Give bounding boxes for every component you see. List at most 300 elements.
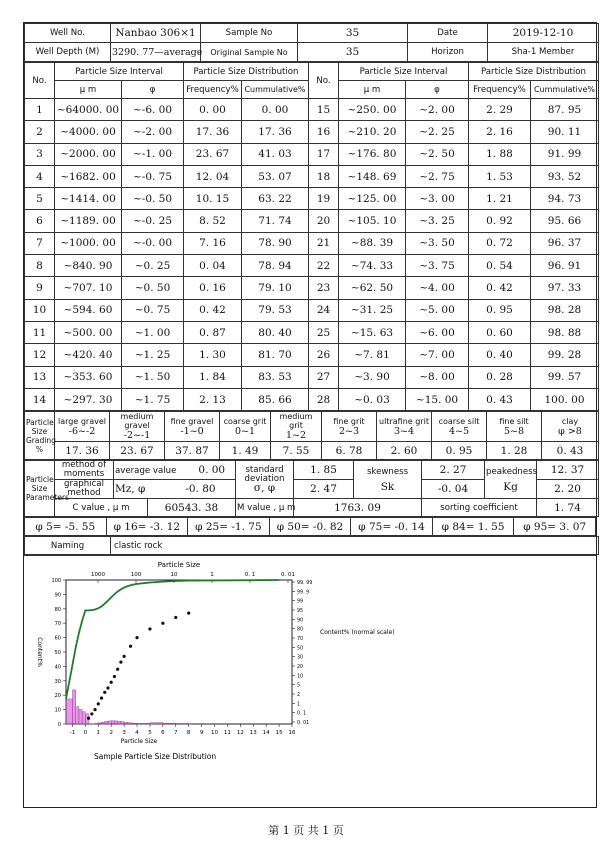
top-tick-label: 100 [130, 572, 142, 579]
table-cell: 0. 95 [469, 299, 531, 321]
right-tick-label: 95 [297, 609, 304, 615]
moments-label: method of moments [55, 461, 114, 480]
grading-class-range: 5~8 [503, 425, 525, 437]
y-axis-label: Content% [36, 637, 43, 667]
grading-value: 23. 67 [110, 442, 165, 460]
right-tick-label: 80 [297, 627, 304, 633]
right-tick-label: 5 [297, 683, 301, 689]
table-row [25, 255, 599, 277]
table-cell: ~0. 50 [122, 277, 184, 299]
probability-point [103, 691, 106, 694]
grading-class [165, 412, 220, 442]
naming-value: clastic rock [111, 537, 599, 555]
frequency-bar [131, 723, 134, 724]
um-header-2: μ m [339, 81, 406, 99]
table-cell: ~0. 03 [339, 388, 406, 410]
grading-class [110, 412, 165, 442]
probability-point [187, 612, 190, 615]
table-cell: 17. 36 [242, 121, 309, 143]
table-cell: 14 [25, 388, 55, 410]
grading-class [542, 412, 599, 442]
probability-point [135, 636, 138, 639]
bottom-tick-label: 1 [96, 730, 101, 737]
right-tick-label: 99. 9 [297, 590, 310, 596]
grading-class-name: clay [561, 416, 579, 426]
frequency-header-2: Frequency% [469, 81, 531, 99]
table-cell: ~2000. 00 [55, 143, 122, 165]
table-cell: ~-0. 75 [122, 165, 184, 187]
probability-point [116, 668, 119, 671]
bottom-tick-label: 6 [161, 730, 165, 737]
grading-class-range: -2~-1 [123, 430, 151, 442]
table-cell: 95. 66 [531, 210, 599, 232]
table-cell: ~1000. 00 [55, 232, 122, 254]
peak-cell [485, 461, 537, 499]
table-row [25, 344, 599, 366]
probability-point [90, 712, 93, 715]
interval-header-2: Particle Size Interval [339, 63, 469, 81]
table-cell: 0. 40 [469, 344, 531, 366]
table-cell: ~-0. 00 [122, 232, 184, 254]
table-cell: 0. 87 [184, 321, 242, 343]
frequency-header: Frequency% [184, 81, 242, 99]
grading-class [55, 412, 110, 442]
grading-value: 2. 60 [377, 442, 432, 460]
table-cell: 1. 53 [469, 165, 531, 187]
table-cell: 23. 67 [184, 143, 242, 165]
table-cell: 71. 74 [242, 210, 309, 232]
grading-value: 0. 43 [542, 442, 599, 460]
skew-symbol: Sk [380, 480, 395, 493]
frequency-bar [105, 722, 108, 725]
table-row [25, 210, 599, 232]
table-cell: 63. 22 [242, 188, 309, 210]
table-cell: 78. 90 [242, 232, 309, 254]
table-cell: 16 [309, 121, 339, 143]
table-cell: ~4. 00 [406, 277, 469, 299]
bottom-tick-label: 5 [148, 730, 152, 737]
skew-label: skewness [366, 466, 409, 477]
grading-table [24, 411, 599, 460]
frequency-bar [79, 710, 82, 725]
table-cell: 0. 43 [469, 388, 531, 410]
table-cell: 96. 91 [531, 255, 599, 277]
frequency-bar [111, 721, 114, 724]
probability-point [129, 645, 132, 648]
sd-graph: 2. 47 [294, 480, 354, 499]
table-row [25, 232, 599, 254]
x-axis-label: Particle Size [120, 738, 158, 746]
frequency-bar [72, 690, 75, 724]
naming-table [24, 536, 599, 555]
table-cell: 12 [25, 344, 55, 366]
grading-class-range: 3~4 [393, 425, 415, 437]
table-cell: 11 [25, 321, 55, 343]
sorting-label: sorting coefficient [422, 499, 537, 517]
table-cell: ~0. 25 [122, 255, 184, 277]
phi-header: φ [122, 81, 184, 99]
no-header-2: No. [309, 63, 339, 99]
probability-point [97, 702, 100, 705]
table-cell: 0. 28 [469, 366, 531, 388]
table-cell: ~3. 75 [406, 255, 469, 277]
c-value-label: C value , μ m [55, 499, 148, 517]
percentile-cell: φ 95= 3. 07 [514, 518, 596, 536]
grading-class-range: -6~-2 [68, 425, 96, 437]
chart-area [24, 555, 596, 782]
table-cell: ~1414. 00 [55, 188, 122, 210]
left-tick-label: 70 [54, 621, 61, 628]
bottom-tick-label: 13 [249, 730, 257, 737]
grading-class-name: ultrafine grit [379, 416, 429, 426]
table-cell: ~88. 39 [339, 232, 406, 254]
table-cell: ~3. 00 [406, 188, 469, 210]
grading-class-range: 2~3 [338, 425, 360, 437]
top-tick-label: 1000 [91, 572, 105, 579]
table-cell: 41. 03 [242, 143, 309, 165]
table-cell: ~1. 00 [122, 321, 184, 343]
table-cell: 28 [309, 388, 339, 410]
left-tick-label: 100 [51, 578, 61, 585]
bottom-tick-label: 3 [122, 730, 126, 737]
table-cell: 1. 84 [184, 366, 242, 388]
right-tick-label: 50 [297, 646, 304, 652]
date-value: 2019-12-10 [488, 24, 599, 43]
table-cell: ~3. 50 [406, 232, 469, 254]
sd-cell [236, 461, 294, 499]
cumulative-header: Cummulative% [242, 81, 309, 99]
table-cell: ~2. 50 [406, 143, 469, 165]
table-cell: ~62. 50 [339, 277, 406, 299]
horizon-value: Sha-1 Member [488, 43, 599, 62]
bottom-tick-label: 7 [174, 730, 178, 737]
bottom-tick-label: 15 [275, 730, 283, 737]
grading-class-name: fine gravel [170, 416, 214, 426]
table-cell: 87. 95 [531, 99, 599, 121]
table-cell: 0. 00 [242, 99, 309, 121]
original-sample-value: 35 [298, 43, 408, 62]
well-no-label: Well No. [25, 24, 111, 43]
m-value-label: M value , μ m [236, 499, 294, 517]
table-row [25, 99, 599, 121]
mz-cell [114, 480, 236, 499]
table-cell: ~64000. 00 [55, 99, 122, 121]
table-cell: 1. 21 [469, 188, 531, 210]
grading-class-name: medium grit [279, 412, 313, 431]
table-cell: ~420. 40 [55, 344, 122, 366]
frequency-bar [114, 721, 117, 724]
grading-class-range: 0~1 [234, 425, 256, 437]
table-cell: 90. 11 [531, 121, 599, 143]
table-cell: 0. 04 [184, 255, 242, 277]
table-cell: 5 [25, 188, 55, 210]
table-cell: 17 [309, 143, 339, 165]
table-cell: ~707. 10 [55, 277, 122, 299]
table-cell: ~210. 20 [339, 121, 406, 143]
top-tick-label: 0. 1 [244, 572, 256, 579]
table-cell: 1 [25, 99, 55, 121]
percentile-cell: φ 5= -5. 55 [25, 518, 107, 536]
table-cell: 96. 37 [531, 232, 599, 254]
frequency-bar [98, 723, 101, 724]
skew-cell [354, 461, 422, 499]
grading-value: 7. 55 [271, 442, 322, 460]
right-tick-label: 0. 1 [297, 711, 307, 717]
percentile-cell: φ 16= -3. 12 [106, 518, 188, 536]
cumulative-header-2: Cummulative% [531, 81, 599, 99]
table-cell: 93. 52 [531, 165, 599, 187]
grading-class-name: medium gravel [120, 412, 154, 431]
table-cell: 9 [25, 277, 55, 299]
sd-label: standard deviation [244, 465, 285, 485]
grading-value: 6. 78 [322, 442, 377, 460]
right-tick-label: 0. 01 [297, 721, 310, 727]
table-cell: 24 [309, 299, 339, 321]
table-cell: ~6. 00 [406, 321, 469, 343]
particle-size-chart [24, 556, 596, 783]
table-cell: 13 [25, 366, 55, 388]
probability-point [148, 628, 151, 631]
sample-no-value: 35 [298, 24, 408, 43]
left-tick-label: 30 [54, 678, 61, 685]
percentile-cell: φ 84= 1. 55 [432, 518, 514, 536]
bottom-tick-label: -1 [69, 730, 76, 737]
table-cell: 2. 29 [469, 99, 531, 121]
bottom-tick-label: 8 [186, 730, 191, 737]
average-label: average value [115, 466, 177, 477]
right-tick-label: 99. 99 [297, 581, 313, 587]
frequency-bar [95, 724, 98, 725]
table-cell: 20 [309, 210, 339, 232]
probability-point [119, 661, 122, 664]
table-cell: 7 [25, 232, 55, 254]
table-cell: 18 [309, 165, 339, 187]
table-cell: ~297. 30 [55, 388, 122, 410]
mz-value: -0. 80 [185, 483, 216, 496]
table-cell: ~0. 75 [122, 299, 184, 321]
table-cell: 12. 04 [184, 165, 242, 187]
bottom-tick-label: 12 [236, 730, 244, 737]
probability-point [174, 616, 177, 619]
table-cell: 25 [309, 321, 339, 343]
table-cell: ~31. 25 [339, 299, 406, 321]
grading-value: 37. 87 [165, 442, 220, 460]
frequency-bar [121, 722, 124, 724]
table-cell: ~105. 10 [339, 210, 406, 232]
table-cell: 98. 88 [531, 321, 599, 343]
naming-label: Naming [25, 537, 111, 555]
table-cell: 99. 57 [531, 366, 599, 388]
grading-class-name: fine silt [499, 416, 529, 426]
table-cell: 26 [309, 344, 339, 366]
grading-class-range: 4~5 [448, 425, 470, 437]
left-tick-label: 60 [54, 635, 61, 642]
peak-label: peakedness [486, 466, 538, 477]
percentile-table [24, 517, 596, 536]
bottom-tick-label: 14 [262, 730, 270, 737]
table-cell: 100. 00 [531, 388, 599, 410]
table-cell: 78. 94 [242, 255, 309, 277]
table-row [25, 388, 599, 410]
probability-point [100, 697, 103, 700]
table-cell: 15 [309, 99, 339, 121]
table-cell: 81. 70 [242, 344, 309, 366]
table-cell: 21 [309, 232, 339, 254]
bottom-tick-label: 9 [199, 730, 204, 737]
grading-label: Particle Size Grading % [25, 412, 55, 460]
probability-point [113, 675, 116, 678]
table-cell: ~-1. 00 [122, 143, 184, 165]
table-cell: 0. 54 [469, 255, 531, 277]
frequency-bar [176, 724, 189, 725]
phi-header-2: φ [406, 81, 469, 99]
distribution-header: Particle Size Distribution [184, 63, 309, 81]
right-tick-label: 2 [297, 693, 301, 699]
probability-point [161, 622, 164, 625]
grading-class-name: fine grit [333, 416, 365, 426]
chart-caption: Sample Particle Size Distribution [94, 752, 217, 762]
percentile-cell: φ 50= -0. 82 [269, 518, 351, 536]
grading-class [377, 412, 432, 442]
bottom-tick-label: 2 [109, 730, 113, 737]
frequency-bar [118, 721, 121, 724]
grading-class-range: φ >8 [558, 425, 582, 437]
bottom-tick-label: 0 [83, 730, 88, 737]
mz-label: Mz, φ [115, 483, 146, 496]
table-cell: ~15. 00 [406, 388, 469, 410]
table-row [25, 188, 599, 210]
table-cell: ~1682. 00 [55, 165, 122, 187]
table-cell: 99. 28 [531, 344, 599, 366]
left-tick-label: 90 [54, 592, 61, 599]
table-cell: ~1. 75 [122, 388, 184, 410]
table-cell: 8. 52 [184, 210, 242, 232]
distribution-header-2: Particle Size Distribution [469, 63, 599, 81]
horizon-label: Horizon [408, 43, 488, 62]
table-cell: ~3. 90 [339, 366, 406, 388]
parameters-table [24, 460, 599, 517]
left-tick-label: 0 [57, 722, 61, 729]
left-tick-label: 50 [54, 650, 61, 657]
percentile-cell: φ 75= -0. 14 [351, 518, 433, 536]
table-cell: 0. 92 [469, 210, 531, 232]
grading-class-range: 1~2 [285, 430, 307, 442]
graphical-label: graphical method [55, 480, 114, 499]
table-cell: 10 [25, 299, 55, 321]
table-cell: 80. 40 [242, 321, 309, 343]
table-cell: 97. 33 [531, 277, 599, 299]
sorting-value: 1. 74 [537, 499, 599, 517]
table-cell: 0. 72 [469, 232, 531, 254]
right-tick-label: 1 [297, 702, 301, 708]
no-header: No. [25, 63, 55, 99]
header-table [24, 23, 599, 62]
right-tick-label: 70 [297, 637, 304, 643]
table-cell: 53. 07 [242, 165, 309, 187]
well-no-value: Nanbao 306×1 [111, 24, 201, 43]
grading-value: 17. 36 [55, 442, 110, 460]
date-label: Date [408, 24, 488, 43]
table-cell: ~-0. 25 [122, 210, 184, 232]
table-cell: 0. 42 [184, 299, 242, 321]
table-cell: 6 [25, 210, 55, 232]
interval-header: Particle Size Interval [55, 63, 184, 81]
average-moment: 0. 00 [198, 464, 226, 477]
table-cell: 79. 10 [242, 277, 309, 299]
report-sheet [23, 22, 597, 808]
table-cell: ~176. 80 [339, 143, 406, 165]
right-tick-label: 99 [297, 599, 304, 605]
average-value-cell [114, 461, 236, 480]
table-row [25, 165, 599, 187]
frequency-bar [108, 721, 111, 724]
particle-rows [25, 99, 599, 411]
left-tick-label: 40 [54, 664, 61, 671]
table-cell: 23 [309, 277, 339, 299]
table-cell: 1. 30 [184, 344, 242, 366]
frequency-bar [66, 699, 72, 724]
grading-class [487, 412, 542, 442]
right-tick-label: 10 [297, 674, 304, 680]
table-cell: ~8. 00 [406, 366, 469, 388]
probability-point [106, 687, 109, 690]
grading-class [220, 412, 271, 442]
table-cell: 85. 66 [242, 388, 309, 410]
peak-symbol: Kg [503, 480, 518, 493]
table-row [25, 321, 599, 343]
left-tick-label: 80 [54, 606, 61, 613]
table-cell: 2. 16 [469, 121, 531, 143]
table-cell: 0. 16 [184, 277, 242, 299]
grading-class-name: large gravel [58, 416, 106, 426]
table-cell: ~74. 33 [339, 255, 406, 277]
table-cell: ~1189. 00 [55, 210, 122, 232]
sd-moment: 1. 85 [294, 461, 354, 480]
frequency-bar [134, 723, 137, 724]
top-tick-label: 1 [210, 572, 214, 579]
bottom-tick-label: 4 [135, 730, 139, 737]
table-cell: ~1. 50 [122, 366, 184, 388]
bottom-tick-label: 10 [211, 730, 219, 737]
particle-table [24, 62, 599, 411]
well-depth-value: 3290. 77—average [111, 43, 201, 62]
bottom-tick-label: 11 [223, 730, 231, 737]
table-cell: 1. 88 [469, 143, 531, 165]
grading-class [432, 412, 487, 442]
skew-graph: -0. 04 [422, 480, 485, 499]
chart-title: Particle Size [157, 561, 201, 570]
probability-point [110, 681, 113, 684]
table-cell: 8 [25, 255, 55, 277]
table-cell: ~353. 60 [55, 366, 122, 388]
probability-point [93, 708, 96, 711]
frequency-bar [137, 724, 150, 725]
table-cell: ~-0. 50 [122, 188, 184, 210]
frequency-bar [127, 723, 130, 724]
right-tick-label: 20 [297, 665, 304, 671]
frequency-bar [150, 723, 163, 724]
table-cell: 98. 28 [531, 299, 599, 321]
frequency-bar [82, 712, 85, 724]
table-cell: 83. 53 [242, 366, 309, 388]
grading-class [271, 412, 322, 442]
left-tick-label: 20 [54, 693, 61, 700]
table-cell: ~250. 00 [339, 99, 406, 121]
percentile-cell: φ 25= -1. 75 [188, 518, 270, 536]
right-tick-label: 30 [297, 655, 304, 661]
grading-class-name: coarse silt [438, 416, 480, 426]
c-value: 60543. 38 [148, 499, 236, 517]
